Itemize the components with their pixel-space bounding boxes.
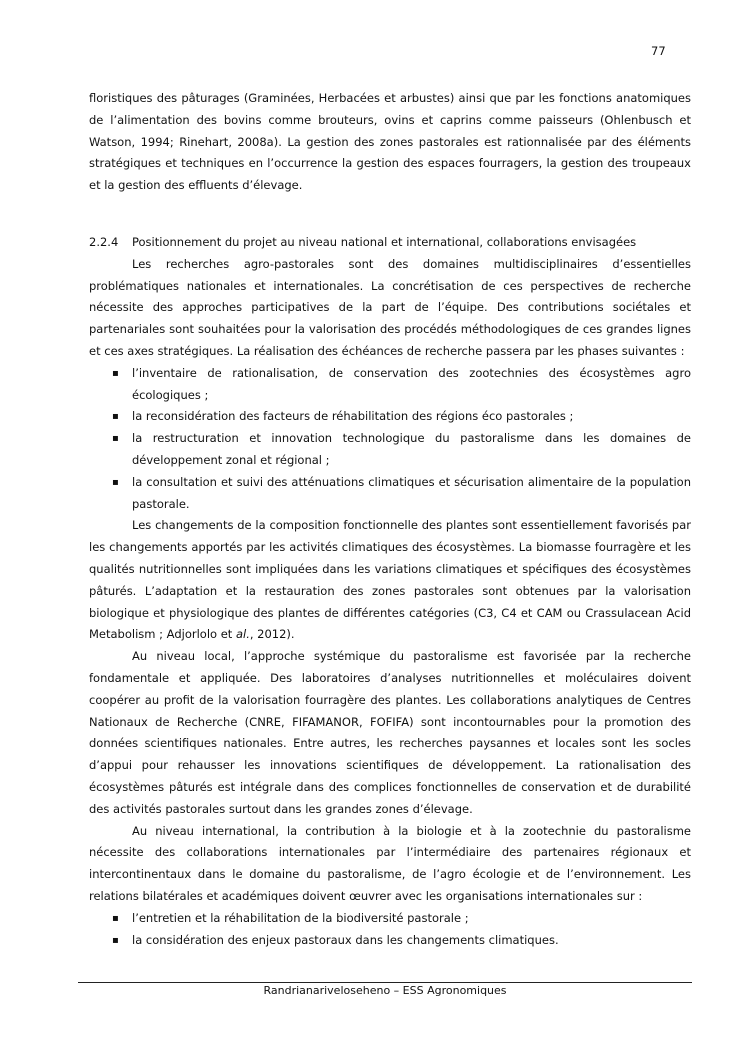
phases-list — [89, 363, 691, 516]
citation-italic: al. — [235, 627, 250, 642]
footer: Randrianariveloseheno – ESS Agronomiques — [263, 984, 507, 997]
paragraph-text: Les changements de la composition fonctionnelle des plantes sont essentiellement favorisés par les changements apportés par les activités climatiques des écosystèmes. La biomasse fourragère et les qualités nutritionnelles sont impliquées dans les variations climatiques et spécifiques des écosystèmes pâturés. L’adaptation et la restauration des zones pastorales sont obtenues par la valorisation biologique et physiologique des plantes de différentes catégories (C3, C4 et CAM ou Crassulacean Acid Metabolism ; Adjorlolo et — [89, 518, 691, 642]
list-item: ▪ la restructuration et innovation technologique du pastoralisme dans les domaines de développement zonal et régional ; — [132, 428, 691, 472]
footer-divider — [78, 982, 692, 983]
section-title: Positionnement du projet au niveau national et international, collaborations envisagées — [132, 235, 637, 249]
paragraph-functional-composition — [89, 515, 691, 646]
section-number: 2.2.4 — [89, 235, 119, 249]
intro-section — [89, 88, 691, 197]
page-number: 77 — [651, 44, 666, 58]
paragraph-local-level: Au niveau local, l’approche systémique du pastoralisme est favorisée par la recherche fondamentale et appliquée. Des laboratoires d’analyses nutritionnelles et moléculaires doivent coopérer au profit de la valorisation fourragère des plantes. Les collaborations analytiques de Centres Nationaux de Recherche (CNRE, FIFAMANOR, FOFIFA) sont incontournables pour la promotion des données scientifiques nationales. Entre autres, les recherches paysannes et locales sont les socles d’appui pour rehausser les innovations scientifiques de développement. La rationalisation des écosystèmes pâturés est intégrale dans des complices fonctionnelles de conservation et de durabilité des activités pastorales surtout dans les grandes zones d’élevage. — [89, 649, 691, 816]
list-item: ▪ la considération des enjeux pastoraux dans les changements climatiques. — [132, 930, 691, 952]
section-2-2-4 — [89, 232, 691, 951]
international-list — [89, 908, 691, 952]
list-item: ▪ l’inventaire de rationalisation, de conservation des zootechnies des écosystèmes agro écologiques ; — [132, 363, 691, 407]
paragraph-research-intro: Les recherches agro-pastorales sont des domaines multidisciplinaires d’essentielles problématiques nationales et internationales. La concrétisation de ces perspectives de recherche nécessite des approches participatives de la part de l’équipe. Des contributions sociétales et partenariales sont souhaitées pour la valorisation des procédés méthodologiques de ces grandes lignes et ces axes stratégiques. La réalisation des échéances de recherche passera par les phases suivantes : — [89, 256, 691, 358]
list-item: ▪ la reconsidération des facteurs de réhabilitation des régions éco pastorales ; — [132, 406, 691, 428]
list-item: ▪ l’entretien et la réhabilitation de la biodiversité pastorale ; — [132, 908, 691, 930]
section-heading — [89, 232, 691, 254]
list-item: ▪ la consultation et suivi des atténuations climatiques et sécurisation alimentaire de la population pastorale. — [132, 472, 691, 516]
intro-paragraph: floristiques des pâturages (Graminées, Herbacées et arbustes) ainsi que par les fonctions anatomiques de l’alimentation des bovins comme brouteurs, ovins et caprins comme paisseurs (Ohlenbusch et Watson, 1994; Rinehart, 2008a). La gestion des zones pastorales est rationnalisée par des éléments stratégiques et techniques en l’occurrence la gestion des espaces fourragers, la gestion des troupeaux et la gestion des effluents d’élevage. — [89, 91, 691, 193]
paragraph-international-level: Au niveau international, la contribution à la biologie et à la zootechnie du pastoralisme nécessite des collaborations internationales par l’intermédiaire des partenaires régionaux et intercontinentaux dans le domaine du pastoralisme, de l’agro écologie et de l’environnement. Les relations bilatérales et académiques doivent œuvrer avec les organisations internationales sur : — [89, 823, 691, 903]
paragraph-text-end: , 2012). — [249, 627, 295, 642]
